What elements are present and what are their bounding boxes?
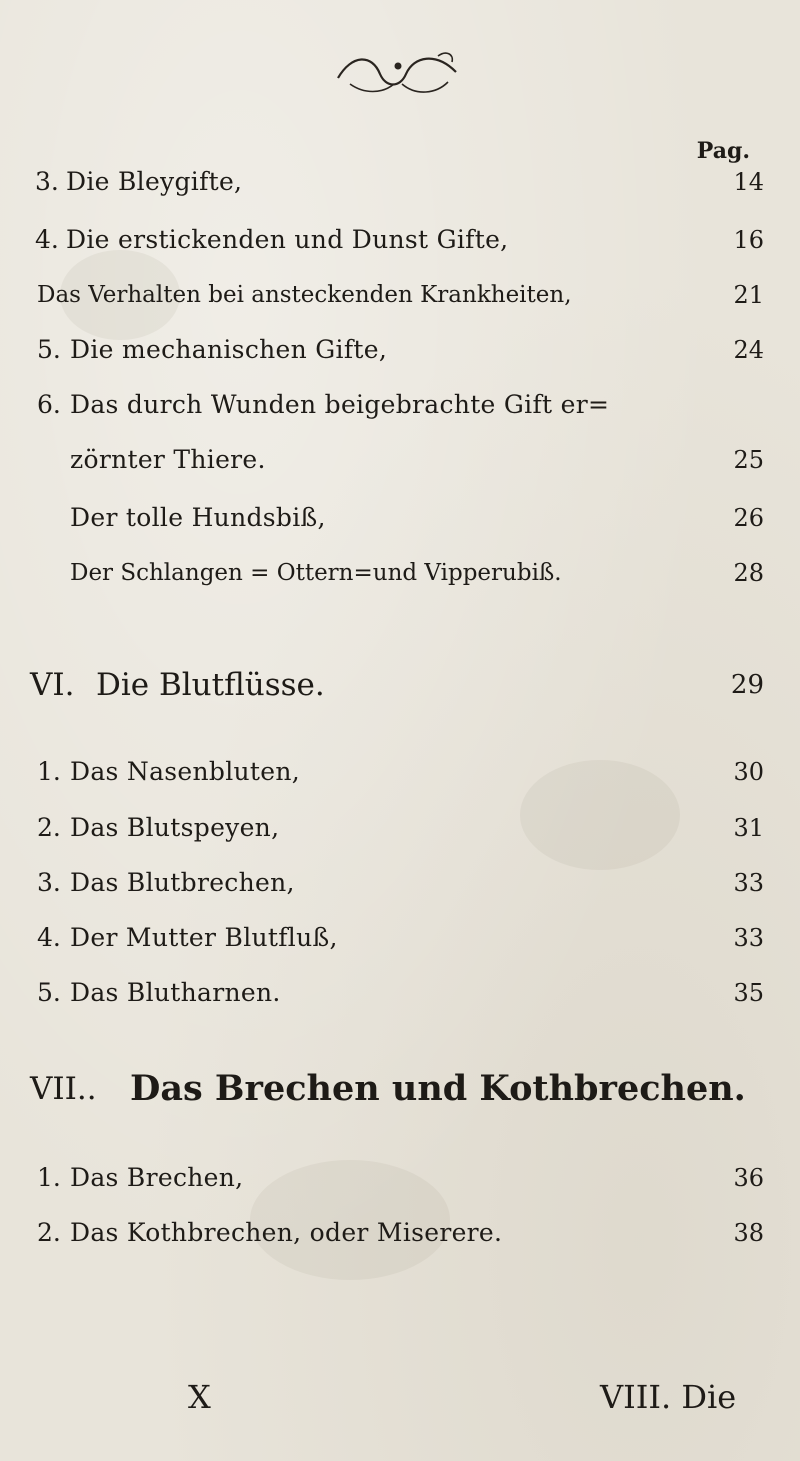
chapter-number: VII.. bbox=[30, 1071, 97, 1107]
toc-entry bbox=[0, 808, 800, 848]
toc-entry bbox=[0, 918, 800, 958]
entry-page: 26 bbox=[733, 504, 764, 532]
entry-number: 3. bbox=[35, 167, 59, 196]
entry-page: 21 bbox=[733, 281, 764, 309]
toc-entry bbox=[0, 385, 800, 425]
chapter-heading bbox=[0, 1064, 800, 1114]
entry-number: 1. bbox=[37, 757, 61, 786]
entry-page: 35 bbox=[733, 979, 764, 1007]
entry-title: Der Mutter Blutfluß, bbox=[70, 923, 338, 952]
toc-entry bbox=[0, 275, 800, 315]
entry-page: 24 bbox=[733, 336, 764, 364]
chapter-page: 29 bbox=[730, 670, 764, 700]
entry-page: 31 bbox=[733, 814, 764, 842]
entry-title: Das Brechen, bbox=[70, 1163, 244, 1192]
chapter-title: Das Brechen und Kothbrechen. bbox=[130, 1068, 746, 1109]
toc-entry bbox=[0, 498, 800, 538]
toc-entry bbox=[0, 973, 800, 1013]
entry-number: 3. bbox=[37, 868, 61, 897]
entry-title: Die erstickenden und Dunst Gifte, bbox=[66, 225, 509, 254]
entry-title: Der Schlangen = Ottern=und Vipperubiß. bbox=[70, 560, 562, 586]
entry-title: zörnter Thiere. bbox=[70, 445, 266, 474]
entry-number: 1. bbox=[37, 1163, 61, 1192]
toc-entry bbox=[0, 863, 800, 903]
entry-title: Das Blutbrechen, bbox=[70, 868, 295, 897]
entry-page: 33 bbox=[733, 869, 764, 897]
entry-page: 14 bbox=[733, 168, 764, 196]
toc-entry bbox=[0, 1158, 800, 1198]
toc-entry bbox=[0, 752, 800, 792]
entry-number: 2. bbox=[37, 1218, 61, 1247]
chapter-heading bbox=[0, 660, 800, 710]
entry-number: 6. bbox=[37, 390, 61, 419]
ornament-icon bbox=[328, 44, 468, 100]
toc-entry bbox=[0, 162, 800, 202]
entry-title: Das Nasenbluten, bbox=[70, 757, 301, 786]
entry-number: 5. bbox=[37, 335, 61, 364]
entry-page: 30 bbox=[733, 758, 764, 786]
entry-title: Die mechanischen Gifte, bbox=[70, 335, 388, 364]
entry-page: 36 bbox=[733, 1164, 764, 1192]
entry-title: Das Blutspeyen, bbox=[70, 813, 280, 842]
toc-entry bbox=[0, 553, 800, 593]
entry-title: Das Verhalten bei ansteckenden Krankheiten, bbox=[37, 282, 572, 308]
entry-page: 16 bbox=[733, 226, 764, 254]
entry-title: Das Kothbrechen, oder Miserere. bbox=[70, 1218, 503, 1247]
entry-number: 2. bbox=[37, 813, 61, 842]
toc-entry bbox=[0, 330, 800, 370]
chapter-number: VI. bbox=[30, 667, 75, 703]
toc-entry bbox=[0, 440, 800, 480]
catchword: VIII. Die bbox=[600, 1378, 737, 1416]
entry-page: 38 bbox=[733, 1219, 764, 1247]
entry-title: Das durch Wunden beigebrachte Gift er= bbox=[70, 390, 610, 419]
toc-entry bbox=[0, 1213, 800, 1253]
entry-title: Die Bleygifte, bbox=[66, 167, 243, 196]
toc-entry bbox=[0, 220, 800, 260]
entry-title: Das Blutharnen. bbox=[70, 978, 281, 1007]
entry-page: 25 bbox=[733, 446, 764, 474]
entry-number: 4. bbox=[35, 225, 59, 254]
entry-number: 4. bbox=[37, 923, 61, 952]
chapter-title: Die Blutflüsse. bbox=[96, 667, 325, 703]
entry-title: Der tolle Hundsbiß, bbox=[70, 503, 326, 532]
entry-page: 33 bbox=[733, 924, 764, 952]
entry-number: 5. bbox=[37, 978, 61, 1007]
entry-page: 28 bbox=[733, 559, 764, 587]
signature-mark: X bbox=[188, 1378, 211, 1416]
page-column-header: Pag. bbox=[696, 138, 750, 164]
